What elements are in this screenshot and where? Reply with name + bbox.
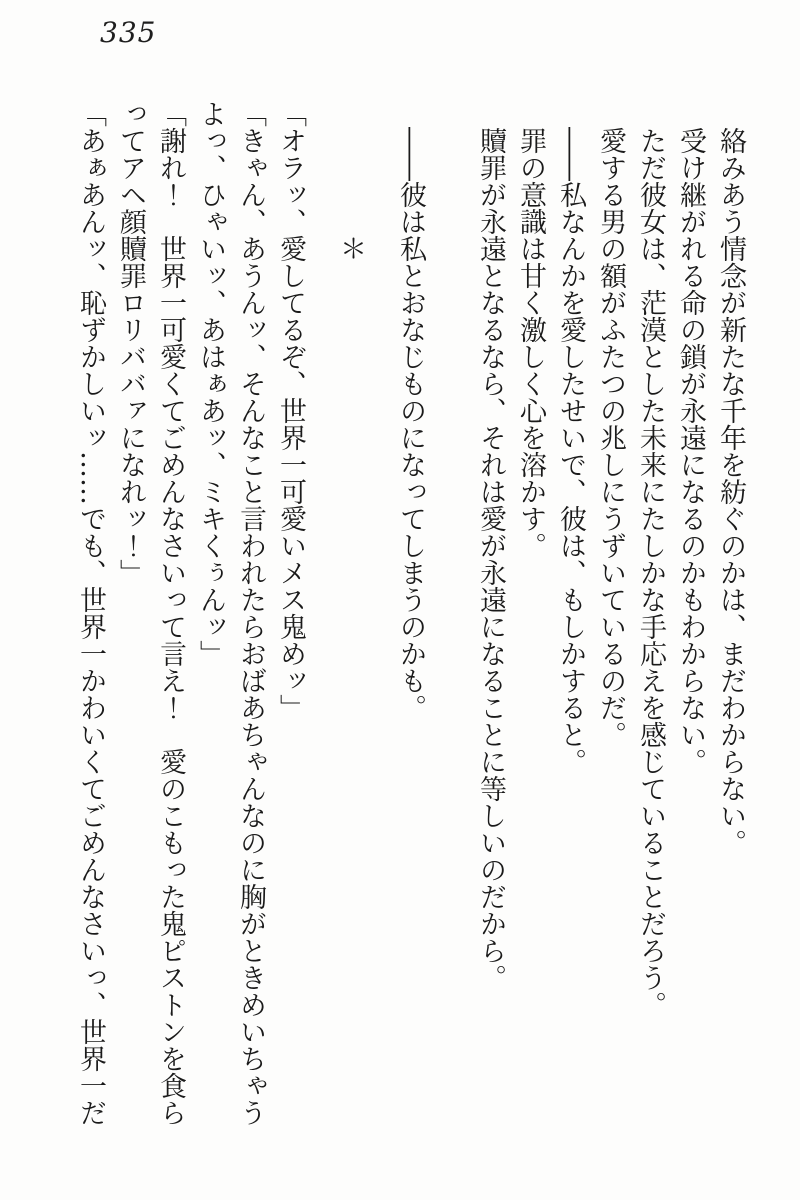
paragraph-narration-2: 受け継がれる命の鎖が永遠になるのかもわからない。 <box>675 127 706 775</box>
paragraph-narration-8: ――彼は私とおなじものになってしまうのかも。 <box>395 127 426 721</box>
paragraph-dialogue-4: 「あぁあんッ、恥ずかしいッ……でも、世界一かわいくてごめんなさいっ、世界一だ <box>75 100 106 1126</box>
paragraph-narration-3: ただ彼女は、茫漠とした未来にたしかな手応えを感じていることだろう。 <box>635 127 666 1018</box>
paragraph-narration-1: 絡みあう情念が新たな千年を紡ぐのかは、まだわからない。 <box>715 127 746 856</box>
paragraph-narration-4: 愛する男の額がふたつの兆しにうずいているのだ。 <box>595 127 626 748</box>
paragraph-narration-7: 贖罪が永遠となるなら、それは愛が永遠になることに等しいのだから。 <box>475 127 506 991</box>
page-text-block <box>70 100 750 1126</box>
paragraph-narration-6: 罪の意識は甘く激しく心を溶かす。 <box>515 127 546 559</box>
page-number: 335 <box>100 16 157 49</box>
paragraph-narration-5: ――私なんかを愛したせいで、彼は、もしかすると。 <box>555 127 586 775</box>
paragraph-dialogue-3: 「謝れ！ 世界一可愛くてごめんなさいって言え！ 愛のこもった鬼ピストンを食らってアヘ顔贖罪ロリババァになれッ！」 <box>115 100 186 1126</box>
section-separator-star: ＊ <box>335 235 366 262</box>
paragraph-dialogue-1: 「オラッ、愛してるぞ、世界一可愛いメス鬼めッ」 <box>275 100 306 721</box>
paragraph-dialogue-2: 「きゃん、あうんッ、そんなこと言われたらおばあちゃんなのに胸がときめいちゃうよっ、ひゃいッ、あはぁあッ、ミキくぅんッ」 <box>195 100 266 1126</box>
